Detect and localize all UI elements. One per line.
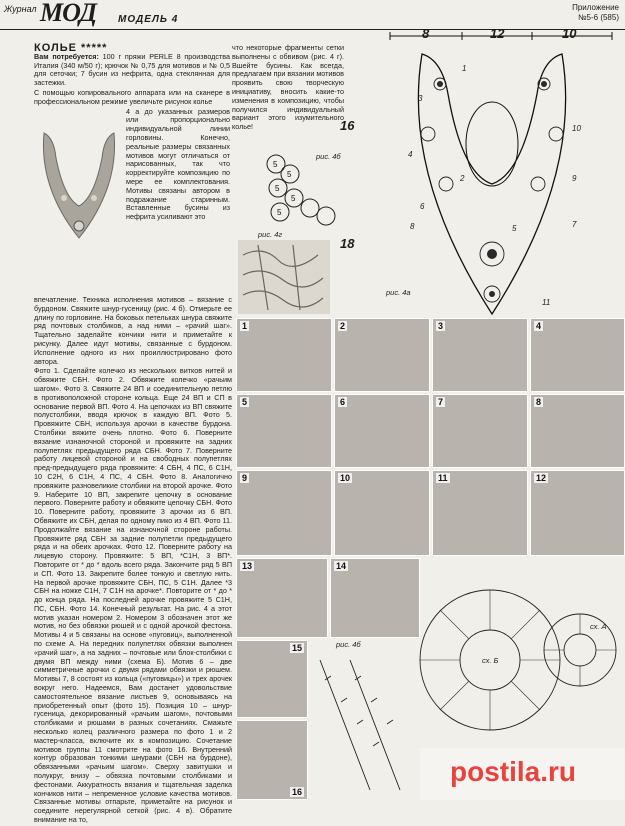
figure-4a-label: рис. 4а [386, 288, 411, 297]
dimension-top-12: 12 [490, 26, 505, 41]
motif-photos [236, 640, 308, 800]
dimension-18: 18 [340, 236, 355, 251]
motif-photo: 15 [236, 640, 308, 718]
motif-number: 10 [572, 124, 581, 133]
supplement-info [572, 3, 619, 23]
svg-text:5: 5 [273, 160, 278, 169]
motif-number: 1 [462, 64, 467, 73]
svg-text:5: 5 [287, 170, 292, 179]
figure-4g-label: рис. 4г [258, 230, 283, 239]
motif-number: 11 [542, 298, 551, 307]
step-photo: 14 [330, 558, 420, 638]
step-photo: 7 [432, 394, 528, 468]
magazine-logo: МОД [40, 0, 97, 27]
dimension-top-8: 8 [422, 26, 430, 41]
motif-photo: 16 [236, 720, 308, 800]
step-photo: 3 [432, 318, 528, 392]
figure-4g [238, 232, 330, 314]
watermark-logo: postila.ru [450, 756, 577, 787]
step-photo: 8 [530, 394, 625, 468]
step-photo: 6 [334, 394, 430, 468]
dimension-top-10: 10 [562, 26, 577, 41]
step-photo: 5 [236, 394, 332, 468]
necklace-pattern-diagram [362, 24, 624, 324]
motif-number: 2 [460, 174, 465, 183]
step-photo: 13 [236, 558, 328, 638]
figure-4b-stitches-label: рис. 4б [336, 640, 361, 649]
article-step-instructions [34, 296, 232, 826]
intro-paragraph: С помощью копировального аппарата или на сканере в профессиональном режиме увеличьте рисунок колье [34, 87, 230, 106]
svg-text:5: 5 [277, 208, 282, 217]
step-photo: 11 [432, 470, 528, 556]
requirements-label: Вам потребуется: [34, 51, 99, 61]
motif-number: 8 [410, 222, 415, 231]
svg-text:5: 5 [291, 194, 296, 203]
dimension-16: 16 [340, 118, 355, 133]
article-middle-column: что некоторые фрагменты сетки выполнены с обвивом (рис. 4 г). Вшейте бусины. Как всегда, предлагаем при вязании мотивов проявить свою творческую инициативу, вносить какие-то изменения в композицию, чтобы получился индивидуальный вариант этого изумительного колье! [232, 43, 344, 132]
motif-number: 9 [572, 174, 577, 183]
requirements-text: 100 г пряжи PERLE 8 производства Италия (340 м/50 г); крючок № 0,75 для мотивов и № 0,5 для сеточки; 7 бусин из нефрита, одна стеклянная для застежки. [34, 51, 230, 88]
step-photo: 10 [334, 470, 430, 556]
article-title: КОЛЬЕ ***** [34, 42, 108, 54]
step-photo: 1 [236, 318, 332, 392]
step-photo: 2 [334, 318, 430, 392]
figure-4b-label: рис. 4б [316, 152, 341, 161]
watermark [420, 748, 625, 800]
requirements [34, 53, 230, 88]
step-photo: 9 [236, 470, 332, 556]
step-photo: 4 [530, 318, 625, 392]
svg-text:5: 5 [275, 184, 280, 193]
motif-number: 5 [512, 224, 517, 233]
step-photo: 12 [530, 470, 625, 556]
steps-paragraph: Фото 1. Сделайте колечко из нескольких витков нитей и обвяжите СБН. Фото 2. Обвяжите колечко «рачьим шагом». Фото 3. Свяжите 24 ВП и соединительную петлю в противоположной стороне кольца. Еще 24 ВП и СП в основание первой ВП. Фото 4. На цепочках из ВП свяжите полустолбики, вводя крючок в каждую ВП. Фото 5. Провяжите СБН, используя арочки в качестве бурдона. Столбики вяжите очень плотно. Фото 6. Поверните вязание изнаночной стороной и провяжите на задних полупетлях предыдущего ряда СБН. Фото 7. Поверните работу лицевой стороной и на свободных полупетлях пред-предыдущего ряда провяжите: 4 СБН, 4 ПС, 6 С1Н, 10 С2Н, 6 С1Н, 4 ПС, 4 СБН. Фото 8. Аналогично провяжите разновеликие столбики на второй арочке. Фото 9. Наберите 10 ВП, закрепите цепочку в основание первого. Поверните работу и обвяжите цепочку СБН. Фото 10. Поверните работу, провяжите 3 арочки из 6 ВП. Обвяжите их СБН, делая по одному пико из 4 ВП. Фото 11. Продолжайте вязание на изнаночной стороне работы. Провяжите ряд СБН за задние полупетли предыдущего ряда и на обеих арочках. Фото 12. Поверните работу на лицевую сторону. Провяжите: 5 ВП, *С1Н, 3 ВП*. Повторите от * до * вдоль всего ряда. Закончите ряд 5 ВП и СП. Фото 13. Закрепите более тонкую и светлую нить. На первой арочке провяжите СБН, ПС, 5 С1Н. Далее *3 СБН на ножке С1Н, 7 С1Н на арочке*. Повторите от * до * до конца ряда. На последней арочке провяжите 5 С1Н, ПС, СБН. Фото 14. Конечный результат. На рис. 4 а этот мотив указан номером 2. Номером 3 обозначен этот же мотив, но без обвязки рюшей и с одной арочкой фестона. Мотивы 4 и 5 связаны на основе «пуговиц», выполненной по схеме А. На передних полупетлях обвязки выполнен «рачий шаг», а на задних – почтовые или блок-столбики с двумя ВП между ними (схема Б). Мотив 6 – две симметричные арочки с двумя рядами обвязки и рюшем. Мотивы 7, 8 состоят из кольца («пуговицы») и трех арочек вокруг него. Надеемся, Вам достанет удовольствие самостоятельное вязание листьев 9, основываясь на приобретенный опыт (фото 15). Позиция 10 – шнур-гусеница, декорированный «рачьим шагом», почтовыми столбиками и рюшами в разных сочетаниях. Смажьте несколько колец различного размера по фото 1 и 2 мастер-класса, включите их в композицию. Сочетание мотивов группы 11 смотрите на фото 16. Внутренний контур образован тонкими шнурами (СБН на бурдоне), обвязанными «рачьим шагом». Сверху завитушки и полукруг, внизу – обвязка почтовыми столбиками и фестонами. Аккуратность вязания и тщательная заделка кончиков нити – непременное условие качества мотивов. Связанные мотивы отпарьте, приметайте на рисунок и соедините нерегулярной сеткой (рис. 4 в). Обратите внимание на то, [34, 366, 232, 825]
step-photo-grid [236, 318, 625, 556]
scheme-b-label: сх. Б [482, 656, 499, 665]
figure-4b [258, 146, 348, 230]
supplement-issue: №5-6 (585) [577, 13, 619, 22]
model-label: МОДЕЛЬ 4 [118, 14, 179, 25]
motif-number: 6 [420, 202, 425, 211]
magazine-small-title: Журнал [4, 4, 37, 14]
figure-4b-stitches [310, 640, 426, 800]
continued-paragraph: впечатление. Техника исполнения мотивов – вязание с бурдоном. Свяжите шнур-гусеницу (рис. 4 б). Отмерьте ее длину по горловине. На боковых петельках шнура свяжите ряд почтовых столбиков, а над ними – «рачий шаг». Тщательно заделайте кончики нити и приметайте к рисунку. Далее идут мотивы, связанные с бурдоном. Исполнение одного из них проиллюстрировано фото автора. [34, 295, 232, 366]
motif-number: 7 [572, 220, 577, 229]
supplement-line: Приложение [572, 3, 619, 12]
necklace-photo [34, 128, 124, 243]
scheme-a-label: сх. А [590, 622, 607, 631]
inset-paragraph: 4 а до указанных размеров или пропорционально индивидуальной линии горловины. Конечно, реальные размеры связанных мотивов могут отличаться от нарисованных, так что корректируйте композицию по мере ее комплектования. Мотивы связаны автором в подражание старинным. Вставленные бусины из нефрита усиливают это [126, 106, 230, 222]
motif-number: 4 [408, 150, 413, 159]
scheme-diagram [420, 560, 625, 760]
motif-number: 3 [418, 94, 423, 103]
